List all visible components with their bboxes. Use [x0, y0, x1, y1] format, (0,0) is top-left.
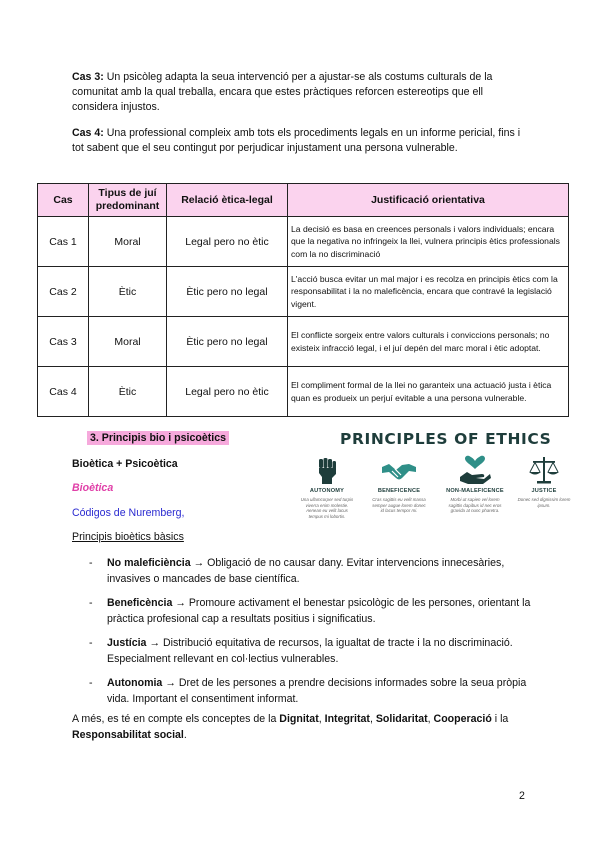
- closing-paragraph: [72, 712, 532, 743]
- cas4-text: Una professional compleix amb tots els procediments legals en un informe pericial, fins i tot sabent que el seu contingut por perjudicar injustament una persona vulnerable.: [72, 127, 521, 154]
- cell-tipus: Ètic: [89, 267, 167, 317]
- ethics-item-label: JUSTICE: [531, 488, 557, 494]
- handshake-icon: [380, 455, 418, 485]
- concept-solidaritat: Solidaritat: [375, 713, 428, 725]
- cas3-text: Un psicòleg adapta la seua intervenció per a ajustar-se als costums culturals de la comunitat amb la qual treballa, encara que estes pràctiques reforcen estereotips que ell considera injustos.: [72, 71, 493, 113]
- table-row: [38, 267, 569, 317]
- concept-integritat: Integritat: [324, 713, 370, 725]
- ethics-item-desc: Una ullamcorper sed turpis viverra enim molestie. Aenean eu velit lacus tempus mi lobortis.: [300, 497, 354, 519]
- cas3-label: Cas 3:: [72, 71, 104, 83]
- ethics-item-autonomy: [297, 455, 357, 519]
- list-item: [72, 556, 532, 587]
- list-item: [72, 636, 532, 667]
- list-dash: -: [89, 677, 93, 689]
- principle-arrow: →: [190, 557, 208, 569]
- cell-relacio: Legal pero no ètic: [167, 217, 288, 267]
- ethics-figure: [292, 425, 578, 545]
- bioetica-label: Bioètica: [72, 482, 114, 494]
- cell-justificacio: El compliment formal de la llei no garanteix una actuació justa i ètica quan es produeix un perjuí evitable a una persona vulnerable.: [288, 367, 569, 417]
- cell-relacio: Legal pero no ètic: [167, 367, 288, 417]
- cell-justificacio: El conflicte sorgeix entre valors culturals i conviccions personals; no existeix infracció legal, i el juí depén del marc moral i ètic adoptat.: [288, 317, 569, 367]
- heart-hand-icon: [458, 455, 492, 485]
- principle-term: Beneficència: [107, 597, 173, 609]
- basics-heading: Principis bioètics bàsics: [72, 531, 184, 543]
- ethics-item-desc: Morbi ut sapien vel lorem sagittis dapibus id nec eros gravida at nunc pharetra.: [448, 497, 502, 514]
- principle-term: No maleficiència: [107, 557, 191, 569]
- cell-tipus: Ètic: [89, 367, 167, 417]
- cas3-paragraph: [72, 70, 530, 115]
- principle-text: Dret de les persones a prendre decisions informades sobre la seua pròpia vida. Important el consentiment informat.: [107, 677, 527, 705]
- ethics-item-label: BENEFICENCE: [377, 488, 421, 494]
- nuremberg-label: Códigos de Nuremberg,: [72, 507, 185, 519]
- raised-fist-icon: [312, 455, 342, 485]
- table-header-row: [38, 184, 569, 217]
- principle-term: Justícia: [107, 637, 147, 649]
- scales-icon: [527, 455, 561, 485]
- principle-term: Autonomia: [107, 677, 163, 689]
- page-number: 2: [519, 790, 525, 802]
- ethics-item-desc: Cras sagittis eu velit massa semper augue lorem donec id lacus tempor mi.: [372, 497, 426, 514]
- cell-cas: Cas 4: [38, 367, 89, 417]
- ethics-item-justice: [514, 455, 574, 508]
- closing-sep: ,: [318, 713, 325, 725]
- cas4-paragraph: [72, 126, 530, 156]
- list-dash: -: [89, 597, 93, 609]
- cas4-label: Cas 4:: [72, 127, 104, 139]
- ethics-item-label: AUTONOMY: [309, 488, 345, 494]
- table-row: [38, 367, 569, 417]
- closing-sep: ,: [369, 713, 376, 725]
- cell-justificacio: La decisió es basa en creences personals i valors individuals; encara que la negativa no infringeix la llei, vulnera principis ètics professionals com la no discriminació: [288, 217, 569, 267]
- cell-tipus: Moral: [89, 217, 167, 267]
- principle-arrow: →: [146, 637, 163, 649]
- concept-cooperacio: Cooperació: [433, 713, 492, 725]
- section-heading: 3. Principis bio i psicoètics: [87, 431, 229, 445]
- cell-justificacio: L'acció busca evitar un mal major i es recolza en principis ètics com la responsabilitat i la no maleficència, encara que contravé la legislació vigent.: [288, 267, 569, 317]
- col-header-relacio: Relació ètica-legal: [167, 184, 288, 217]
- principle-arrow: →: [162, 677, 179, 689]
- list-dash: -: [89, 637, 93, 649]
- cell-cas: Cas 3: [38, 317, 89, 367]
- ethics-item-non-maleficence: [445, 455, 505, 514]
- col-header-cas: Cas: [38, 184, 89, 217]
- ethics-item-beneficence: [369, 455, 429, 514]
- closing-sep: ,: [427, 713, 434, 725]
- section-subtitle: Bioètica + Psicoètica: [72, 458, 178, 470]
- principle-arrow: →: [172, 597, 189, 609]
- list-item: [72, 676, 532, 707]
- principle-text: Promoure activament el benestar psicològic de les persones, orientant la pràctica profesional cap a resultats positius i significatius.: [107, 597, 531, 625]
- col-header-tipus: Tipus de juí predominant: [89, 184, 167, 217]
- concept-dignitat: Dignitat: [279, 713, 319, 725]
- closing-sep: i la: [491, 713, 509, 725]
- ethics-item-desc: Donec sed dignissim lorem ipsum.: [517, 497, 571, 508]
- cell-tipus: Moral: [89, 317, 167, 367]
- closing-end: .: [183, 728, 187, 741]
- table-row: [38, 317, 569, 367]
- principle-text: Distribució equitativa de recursos, la igualtat de tracte i la no discriminació. Especialment rellevant en col·lectius vulnerables.: [107, 637, 513, 665]
- ethics-item-label: NON-MALEFICENCE: [446, 488, 504, 494]
- principles-list: [72, 556, 532, 716]
- col-header-justificacio: Justificació orientativa: [288, 184, 569, 217]
- concept-responsabilitat: Responsabilitat social: [72, 728, 184, 741]
- cell-cas: Cas 1: [38, 217, 89, 267]
- cell-relacio: Ètic pero no legal: [167, 267, 288, 317]
- cell-cas: Cas 2: [38, 267, 89, 317]
- principle-text: Obligació de no causar dany. Evitar intervencions innecesàries, invasives o mancades de base científica.: [107, 557, 505, 585]
- list-item: [72, 596, 532, 627]
- closing-prefix: A més, es té en compte els conceptes de la: [72, 713, 280, 725]
- table-row: [38, 217, 569, 267]
- cell-relacio: Ètic pero no legal: [167, 317, 288, 367]
- ethics-title: PRINCIPLES OF ETHICS: [340, 430, 552, 448]
- list-dash: -: [89, 557, 93, 569]
- cases-table: [37, 183, 569, 417]
